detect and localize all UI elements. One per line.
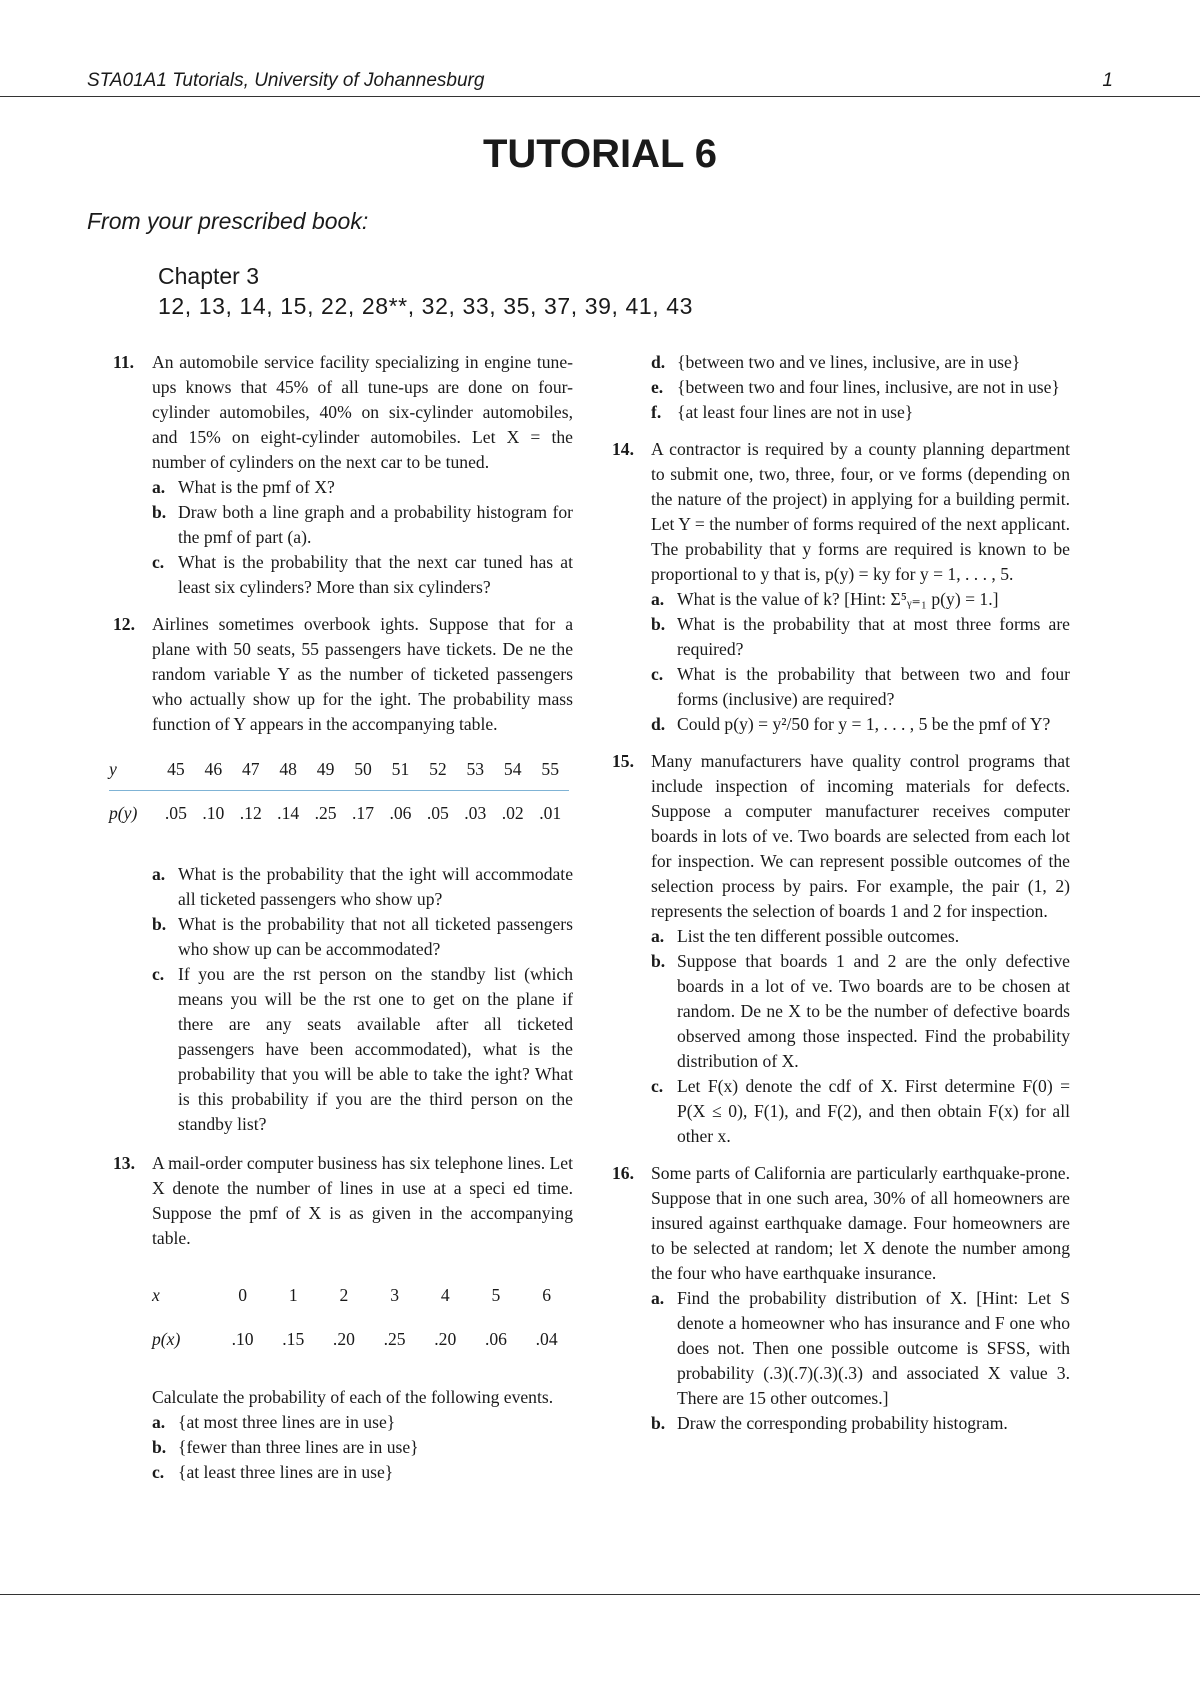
part-label: a. [152,1412,166,1432]
problem-number: 13. [113,1153,135,1173]
part-text: List the ten different possible outcomes. [677,926,960,946]
table-cell: .06 [484,1328,507,1349]
table-cell: .25 [314,803,337,823]
table-cell: .02 [501,803,524,823]
problem-number: 11. [113,352,135,372]
table-cell: 5 [491,1284,501,1305]
problem-number: 14. [612,439,634,459]
row-label: x [152,1284,160,1305]
table-cell: .03 [464,803,487,823]
page-number: 1 [1102,70,1113,91]
table-cell: 6 [542,1284,552,1305]
table-cell: .25 [383,1328,406,1349]
part-c [651,662,1070,712]
table-cell: 46 [195,757,232,791]
part-label: c. [152,552,165,572]
row-label: p(y) [109,803,138,823]
part-label: b. [152,502,167,522]
table-cell: 50 [344,757,381,791]
part-label: d. [651,714,666,734]
table-cell: .04 [535,1328,558,1349]
table-cell: 4 [440,1284,450,1305]
row-label: y [109,757,157,791]
part-text: Could p(y) = y²/50 for y = 1, . . . , 5 be the pmf of Y? [677,714,1051,734]
row-label: p(x) [152,1328,181,1349]
part-label: c. [651,664,664,684]
table-cell: 52 [419,757,456,791]
part-text: What is the probability that the ight will accommodate all ticketed passengers who show up? [178,864,573,909]
part-c [152,550,573,600]
table-cell: 2 [339,1284,349,1305]
part-label: e. [651,377,664,397]
part-label: c. [651,1076,664,1096]
problem-13-parts [113,1385,573,1485]
table-cell: .12 [239,803,262,823]
part-a [152,475,573,500]
part-b [152,1435,573,1460]
table-cell: 55 [531,757,569,791]
table-row [109,791,569,827]
problem-13 [113,1151,573,1251]
footer-rule [0,1594,1200,1595]
table-cell: 0 [238,1284,247,1305]
part-a [651,1286,1070,1411]
part-b [651,612,1070,662]
part-c [152,1460,573,1485]
problem-11 [113,350,573,600]
problem-number: 16. [612,1163,634,1183]
part-c [152,962,573,1137]
problem-intro: Calculate the probability of each of the following events. [152,1387,554,1407]
exercise-list: 12, 13, 14, 15, 22, 28**, 32, 33, 35, 37, 39, 41, 43 [158,293,694,319]
problem-13-continued [612,350,1070,425]
part-a [651,924,1070,949]
table-cell: 53 [457,757,494,791]
part-text: What is the probability that not all ticketed passengers who show up can be accommodated? [178,914,573,959]
table-cell: .10 [202,803,225,823]
part-label: a. [651,1288,665,1308]
table-cell: .20 [434,1328,457,1349]
chapter-label: Chapter 3 [158,263,260,289]
table-row [109,757,569,791]
table-cell: .14 [277,803,300,823]
table-cell: 54 [494,757,531,791]
subtitle: From your prescribed book: [87,208,369,234]
table-cell: .01 [539,803,562,823]
page-title: TUTORIAL 6 [482,132,718,176]
part-label: b. [651,614,666,634]
part-label: c. [152,964,165,984]
part-text: {at least three lines are in use} [178,1462,394,1482]
table-cell: .15 [282,1328,305,1349]
part-f [651,400,1070,425]
table-cell: .05 [426,803,449,823]
problem-12-parts [113,862,573,1137]
part-a [152,1410,573,1435]
left-column [109,350,573,1497]
table-cell: .06 [389,803,412,823]
table-cell: 51 [382,757,419,791]
table-cell: .20 [332,1328,355,1349]
part-text: If you are the rst person on the standby list (which means you will be the rst one to get on the plane if there are any seats available after all ticketed passengers have been accommodated), what is the probability that you will be able to take the ight? What is this probability if you are the third person on the standby list? [178,964,573,1134]
problem-14 [612,437,1070,737]
table-cell: 3 [390,1284,399,1305]
part-text: Suppose that boards 1 and 2 are the only defective boards in a lot of ve. Two boards are to be chosen at random. De ne X to be the number of defective boards observed among those inspected. Find the probability distribution of X. [677,951,1070,1071]
part-c [651,1074,1070,1149]
part-label: b. [651,1413,666,1433]
part-b [651,1411,1070,1436]
part-label: b. [152,1437,167,1457]
part-label: b. [152,914,167,934]
part-e [651,375,1070,400]
pmf-table-x [152,1273,572,1361]
problem-12 [113,612,573,737]
part-label: a. [152,864,166,884]
part-text: What is the value of k? [Hint: Σ⁵ᵧ₌₁ p(y) = 1.] [677,589,999,609]
table-cell: 49 [307,757,344,791]
table-cell: 47 [232,757,269,791]
running-header [87,70,1113,92]
problem-number: 15. [612,751,634,771]
part-a [152,862,573,912]
part-label: f. [651,402,662,422]
part-text: Let F(x) denote the cdf of X. First determine F(0) = P(X ≤ 0), F(1), and F(2), and then obtain F(x) for all other x. [677,1076,1070,1146]
right-column [612,350,1070,1448]
table-cell: 1 [288,1284,298,1305]
pmf-table-y [109,757,569,826]
table-cell: .17 [352,803,375,823]
part-label: a. [152,477,166,497]
part-text: {fewer than three lines are in use} [178,1437,419,1457]
part-text: What is the pmf of X? [178,477,335,497]
problem-15 [612,749,1070,1149]
table-cell: .10 [231,1328,254,1349]
part-text: What is the probability that at most three forms are required? [677,614,1070,659]
part-text: {at least four lines are not in use} [677,402,914,422]
part-text: What is the probability that between two and four forms (inclusive) are required? [677,664,1070,709]
problem-text: A mail-order computer business has six telephone lines. Let X denote the number of lines in use at a speci ed time. Suppose the pmf of X is as given in the accompanying table. [152,1153,573,1248]
part-d [651,712,1070,737]
part-a [651,587,1070,612]
part-label: a. [651,926,665,946]
part-text: Find the probability distribution of X. [Hint: Let S denote a homeowner who has insurance and F one who does not. Then one possible outcome is SFSS, with probability (.3)(.7)(.3)(.3) and associated X value 3. There are 15 other outcomes.] [677,1288,1070,1408]
part-text: {between two and four lines, inclusive, are not in use} [677,377,1060,397]
problem-number: 12. [113,614,135,634]
table-cell: 45 [157,757,194,791]
table-cell: 48 [269,757,306,791]
part-b [152,500,573,550]
problem-16 [612,1161,1070,1436]
part-label: a. [651,589,665,609]
part-text: What is the probability that the next car tuned has at least six cylinders? More than six cylinders? [178,552,573,597]
table-cell: .05 [164,803,187,823]
table-row [152,1317,572,1361]
problem-text: Many manufacturers have quality control programs that include inspection of incoming materials for defects. Suppose a computer manufacturer receives computer boards in lots of ve. Two boards are selected from each lot for inspection. We can represent possible outcomes of the selection process by pairs. For example, the pair (1, 2) represents the selection of boards 1 and 2 for inspection. [651,751,1070,921]
part-b [152,912,573,962]
problem-text: An automobile service facility specializing in engine tune-ups knows that 45% of all tune-ups are done on four-cylinder automobiles, 40% on six-cylinder automobiles, and 15% on eight-cylinder automobiles. Let X = the number of cylinders on the next car to be tuned. [152,352,573,472]
table-row [152,1273,572,1317]
part-d [651,350,1070,375]
problem-text: Airlines sometimes overbook ights. Suppose that for a plane with 50 seats, 55 passengers have tickets. De ne the random variable Y as the number of ticketed passengers who actually show up for the ight. The probability mass function of Y appears in the accompanying table. [152,614,573,734]
part-text: Draw the corresponding probability histogram. [677,1413,1008,1433]
header-rule [0,96,1200,97]
part-text: {between two and ve lines, inclusive, are in use} [677,352,1021,372]
part-label: d. [651,352,666,372]
part-text: {at most three lines are in use} [178,1412,396,1432]
course-header: STA01A1 Tutorials, University of Johannesburg [87,70,485,91]
problem-text: A contractor is required by a county planning department to submit one, two, three, four, or ve forms (depending on the nature of the project) in applying for a building permit. Let Y = the number of forms required of the next applicant. The probability that y forms are required is known to be proportional to y that is, p(y) = ky for y = 1, . . . , 5. [651,439,1070,584]
part-text: Draw both a line graph and a probability histogram for the pmf of part (a). [178,502,573,547]
part-label: c. [152,1462,165,1482]
part-label: b. [651,951,666,971]
part-b [651,949,1070,1074]
problem-text: Some parts of California are particularly earthquake-prone. Suppose that in one such area, 30% of all homeowners are insured against earthquake damage. Four homeowners are to be selected at random; let X denote the number among the four who have earthquake insurance. [651,1163,1070,1283]
